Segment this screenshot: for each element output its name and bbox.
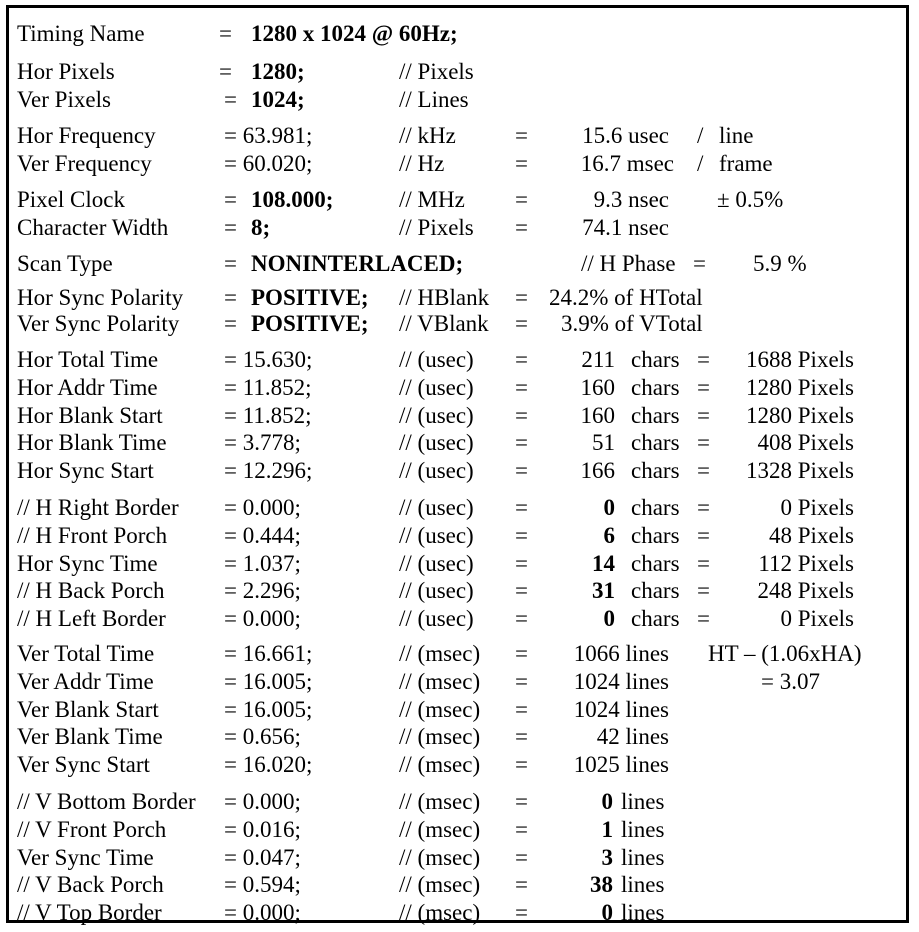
row-count: 3 (601, 844, 613, 870)
hor-parts-row (9, 550, 906, 578)
row-value: = 0.000; (224, 900, 301, 926)
row-lines: 42 lines (596, 724, 669, 750)
row-label: Ver Addr Time (17, 668, 154, 694)
row-equals: = (515, 123, 528, 148)
row-value: = 0.016; (224, 816, 301, 842)
row-equals: = (515, 872, 528, 898)
row-chars: 6 (603, 522, 615, 548)
row-unit: lines (621, 900, 665, 926)
row-value: POSITIVE; (251, 285, 369, 310)
row-comment: // Hz (399, 151, 445, 176)
hor-parts-row (9, 522, 906, 550)
row-lines: 1024 lines (573, 668, 669, 694)
row-unit: lines (621, 789, 665, 814)
row-label: Hor Blank Start (17, 402, 163, 428)
row-chars-label: chars (631, 578, 680, 604)
row-value: 1280; (251, 59, 305, 84)
row-label: Pixel Clock (17, 187, 125, 212)
row-comment: // (msec) (399, 816, 481, 842)
row-label: // H Right Border (17, 495, 179, 520)
row-comment: // (usec) (399, 522, 474, 548)
row-value: = 11.852; (224, 402, 312, 428)
row-value: = 60.020; (224, 151, 313, 176)
row-chars-label: chars (631, 495, 680, 520)
hor-times-row (9, 402, 906, 430)
hor-parts-row (9, 577, 906, 605)
row-label: Ver Sync Polarity (17, 311, 180, 336)
row-comment: // Pixels (399, 215, 474, 240)
row-comment: // (usec) (399, 606, 474, 632)
ver-note-line1: HT – (1.06xHA) (708, 641, 862, 666)
row-equals-2: = (697, 347, 710, 372)
row-chars-label: chars (631, 402, 680, 428)
row-value: = 15.630; (224, 347, 313, 372)
row-chars-label: chars (631, 430, 680, 456)
row-pixels: 1280 Pixels (746, 402, 854, 428)
row-equals-2: = (697, 578, 710, 604)
row-slash: / (697, 151, 704, 176)
row-pixels: 408 Pixels (757, 430, 854, 456)
hor-times-row (9, 429, 906, 457)
row-value: = 3.778; (224, 430, 301, 456)
row-amount: 16.7 msec (580, 151, 674, 176)
row-equals: = (224, 215, 237, 240)
ver-note-line1-row (9, 640, 906, 668)
row-pixels: 1688 Pixels (746, 347, 854, 372)
row-slash: / (697, 123, 704, 148)
row-value: = 0.656; (224, 724, 301, 750)
hor-parts-row (9, 605, 906, 633)
row-unit: line (719, 123, 754, 148)
row-label: Ver Blank Start (17, 696, 159, 722)
row-unit: lines (621, 844, 665, 870)
row-label: Hor Blank Time (17, 430, 167, 456)
row-comment: // (msec) (399, 752, 481, 778)
row-label: // H Front Porch (17, 522, 168, 548)
row-comment: // (usec) (399, 458, 474, 484)
row-pixels: 0 Pixels (780, 495, 854, 520)
hor-parts-row (9, 494, 906, 522)
timing-name-value: 1280 x 1024 @ 60Hz; (251, 21, 458, 46)
ver-pixels-row (9, 86, 906, 114)
row-value: = 0.047; (224, 844, 301, 870)
row-equals: = (515, 752, 528, 778)
row-comment: // (msec) (399, 668, 481, 694)
row-equals: = (515, 458, 528, 484)
row-pixels: 112 Pixels (758, 550, 854, 576)
row-equals: = (515, 495, 528, 520)
ver-note-line2-row (9, 668, 906, 696)
row-count: 1 (601, 816, 613, 842)
row-equals: = (515, 374, 528, 400)
row-pixels: 248 Pixels (757, 578, 854, 604)
ver-note-line2: = 3.07 (761, 669, 820, 694)
row-lines: 1066 lines (573, 641, 669, 666)
row-chars-label: chars (631, 374, 680, 400)
row-label: Hor Sync Start (17, 458, 154, 484)
ver-frequency-row (9, 150, 906, 178)
row-value: = 0.000; (224, 495, 301, 520)
row-amount: 9.3 nsec (593, 187, 669, 212)
ver-parts-row (9, 816, 906, 844)
row-amount: 74.1 nsec (582, 215, 669, 240)
row-chars-label: chars (631, 522, 680, 548)
row-comment: // (usec) (399, 347, 474, 372)
row-value: = 0.444; (224, 522, 301, 548)
row-equals: = (224, 187, 237, 212)
row-equals: = (515, 402, 528, 428)
row-amount: 5.9 % (753, 251, 807, 276)
hor-frequency-row (9, 122, 906, 150)
hor-pixels-row (9, 58, 906, 86)
row-comment: // (usec) (399, 578, 474, 604)
row-pixels: 1280 Pixels (746, 374, 854, 400)
row-value: = 2.296; (224, 578, 301, 604)
row-comment: // (usec) (399, 374, 474, 400)
row-comment: // (usec) (399, 550, 474, 576)
row-value: = 11.852; (224, 374, 312, 400)
row-label: // H Left Border (17, 606, 166, 632)
ver-parts-row (9, 844, 906, 872)
row-equals: = (224, 285, 237, 310)
row-comment: // (usec) (399, 495, 474, 520)
row-equals-2: = (697, 430, 710, 456)
row-label: Timing Name (17, 21, 145, 46)
row-chars-label: chars (631, 458, 680, 484)
row-equals-2: = (697, 550, 710, 576)
row-label: Ver Pixels (17, 87, 111, 112)
row-equals-2: = (693, 251, 706, 276)
row-value: = 16.005; (224, 696, 313, 722)
row-equals: = (515, 151, 528, 176)
row-equals: = (515, 606, 528, 632)
row-label: Ver Sync Time (17, 844, 154, 870)
row-unit: lines (621, 872, 665, 898)
row-equals-2: = (515, 215, 528, 240)
row-chars: 160 (580, 402, 615, 428)
row-label: Hor Sync Time (17, 550, 158, 576)
row-chars: 166 (580, 458, 615, 484)
row-chars: 0 (603, 495, 615, 520)
row-lines: 1024 lines (573, 696, 669, 722)
row-equals: = (224, 251, 237, 276)
row-label: Ver Total Time (17, 641, 155, 666)
ver-parts-row (9, 788, 906, 816)
row-unit: frame (719, 151, 773, 176)
row-comment: // (msec) (399, 641, 481, 666)
character-width-row (9, 214, 906, 242)
row-value: = 12.296; (224, 458, 313, 484)
row-equals-2: = (697, 458, 710, 484)
row-value: 8; (251, 215, 271, 240)
hor-sync-polarity-row (9, 284, 906, 312)
row-comment: // (usec) (399, 430, 474, 456)
row-equals-2: = (697, 402, 710, 428)
ver-times-row (9, 696, 906, 724)
timing-name-row (9, 20, 906, 48)
row-value: = 0.594; (224, 872, 301, 898)
row-comment: // VBlank (399, 311, 489, 336)
row-chars-label: chars (631, 550, 680, 576)
pixel-clock-row (9, 186, 906, 214)
row-comment: // HBlank (399, 285, 490, 310)
row-value: = 16.661; (224, 641, 313, 666)
row-pixels: 48 Pixels (769, 522, 854, 548)
hor-times-row (9, 346, 906, 374)
row-value: POSITIVE; (251, 311, 369, 336)
hor-times-row (9, 374, 906, 402)
row-chars-label: chars (631, 347, 680, 372)
row-label: // V Bottom Border (17, 789, 196, 814)
row-comment: // (msec) (399, 724, 481, 750)
row-comment: // Lines (399, 87, 469, 112)
row-value: = 0.000; (224, 789, 301, 814)
row-value: = 1.037; (224, 550, 301, 576)
ver-times-row (9, 751, 906, 779)
row-pixels: 1328 Pixels (746, 458, 854, 484)
row-value: NONINTERLACED; (251, 251, 464, 276)
row-label: Character Width (17, 215, 169, 240)
row-label: // V Back Porch (17, 872, 164, 898)
row-label: Hor Addr Time (17, 374, 158, 400)
row-equals-2: = (515, 311, 528, 336)
row-equals: = (224, 311, 237, 336)
row-comment: // (msec) (399, 696, 481, 722)
row-label: Hor Pixels (17, 59, 115, 84)
row-comment: // (msec) (399, 844, 481, 870)
row-equals: = (515, 430, 528, 456)
timing-table (6, 5, 909, 926)
row-equals: = (515, 550, 528, 576)
row-chars: 211 (581, 347, 615, 372)
row-comment: // (msec) (399, 900, 481, 926)
row-value: 1024; (251, 87, 305, 112)
row-count: 0 (601, 900, 613, 926)
row-equals: = (219, 59, 232, 84)
row-equals: = (515, 641, 528, 666)
row-comment: // MHz (399, 187, 465, 212)
row-equals: = (515, 578, 528, 604)
row-count: 0 (601, 789, 613, 814)
row-chars-label: chars (631, 606, 680, 632)
row-label: // H Back Porch (17, 578, 165, 604)
row-label: Scan Type (17, 251, 113, 276)
row-equals: = (515, 696, 528, 722)
row-equals-2: = (515, 285, 528, 310)
row-chars: 14 (592, 550, 615, 576)
row-label: // V Top Border (17, 900, 162, 926)
row-comment: // Pixels (399, 59, 474, 84)
row-comment: // H Phase (581, 251, 676, 276)
row-comment: // (msec) (399, 789, 481, 814)
row-equals: = (219, 21, 232, 46)
ver-sync-polarity-row (9, 310, 906, 338)
row-tolerance: ± 0.5% (717, 187, 784, 212)
row-comment: // (usec) (399, 402, 474, 428)
row-equals-2: = (515, 187, 528, 212)
ver-times-row (9, 723, 906, 751)
row-label: // V Front Porch (17, 816, 167, 842)
scan-type-row (9, 250, 906, 278)
row-count: 38 (590, 872, 613, 898)
ver-parts-row (9, 899, 906, 927)
row-chars: 51 (592, 430, 615, 456)
row-label: Hor Frequency (17, 123, 156, 148)
row-equals-2: = (697, 495, 710, 520)
row-equals: = (515, 347, 528, 372)
row-equals: = (515, 724, 528, 750)
row-equals: = (515, 668, 528, 694)
row-chars: 31 (592, 578, 615, 604)
row-value: = 0.000; (224, 606, 301, 632)
row-equals: = (224, 87, 237, 112)
row-equals-2: = (697, 522, 710, 548)
ver-parts-row (9, 871, 906, 899)
row-label: Ver Frequency (17, 151, 152, 176)
row-equals: = (515, 522, 528, 548)
row-equals: = (515, 816, 528, 842)
row-lines: 1025 lines (573, 752, 669, 778)
row-value: = 16.005; (224, 668, 313, 694)
row-chars: 160 (580, 374, 615, 400)
row-label: Ver Blank Time (17, 724, 163, 750)
hor-times-row (9, 457, 906, 485)
row-value: 108.000; (251, 187, 334, 212)
row-label: Ver Sync Start (17, 752, 150, 778)
row-equals-2: = (697, 374, 710, 400)
row-label: Hor Sync Polarity (17, 285, 184, 310)
row-value: = 63.981; (224, 123, 313, 148)
row-pixels: 0 Pixels (780, 606, 854, 632)
row-equals: = (515, 789, 528, 814)
row-equals: = (515, 844, 528, 870)
row-comment: // kHz (399, 123, 456, 148)
row-amount: 24.2% of HTotal (549, 285, 703, 310)
row-label: Hor Total Time (17, 347, 159, 372)
row-unit: lines (621, 816, 665, 842)
row-amount: 3.9% of VTotal (561, 311, 703, 336)
row-chars: 0 (603, 606, 615, 632)
row-amount: 15.6 usec (582, 123, 669, 148)
row-equals: = (515, 900, 528, 926)
row-comment: // (msec) (399, 872, 481, 898)
row-equals-2: = (697, 606, 710, 632)
row-value: = 16.020; (224, 752, 313, 778)
